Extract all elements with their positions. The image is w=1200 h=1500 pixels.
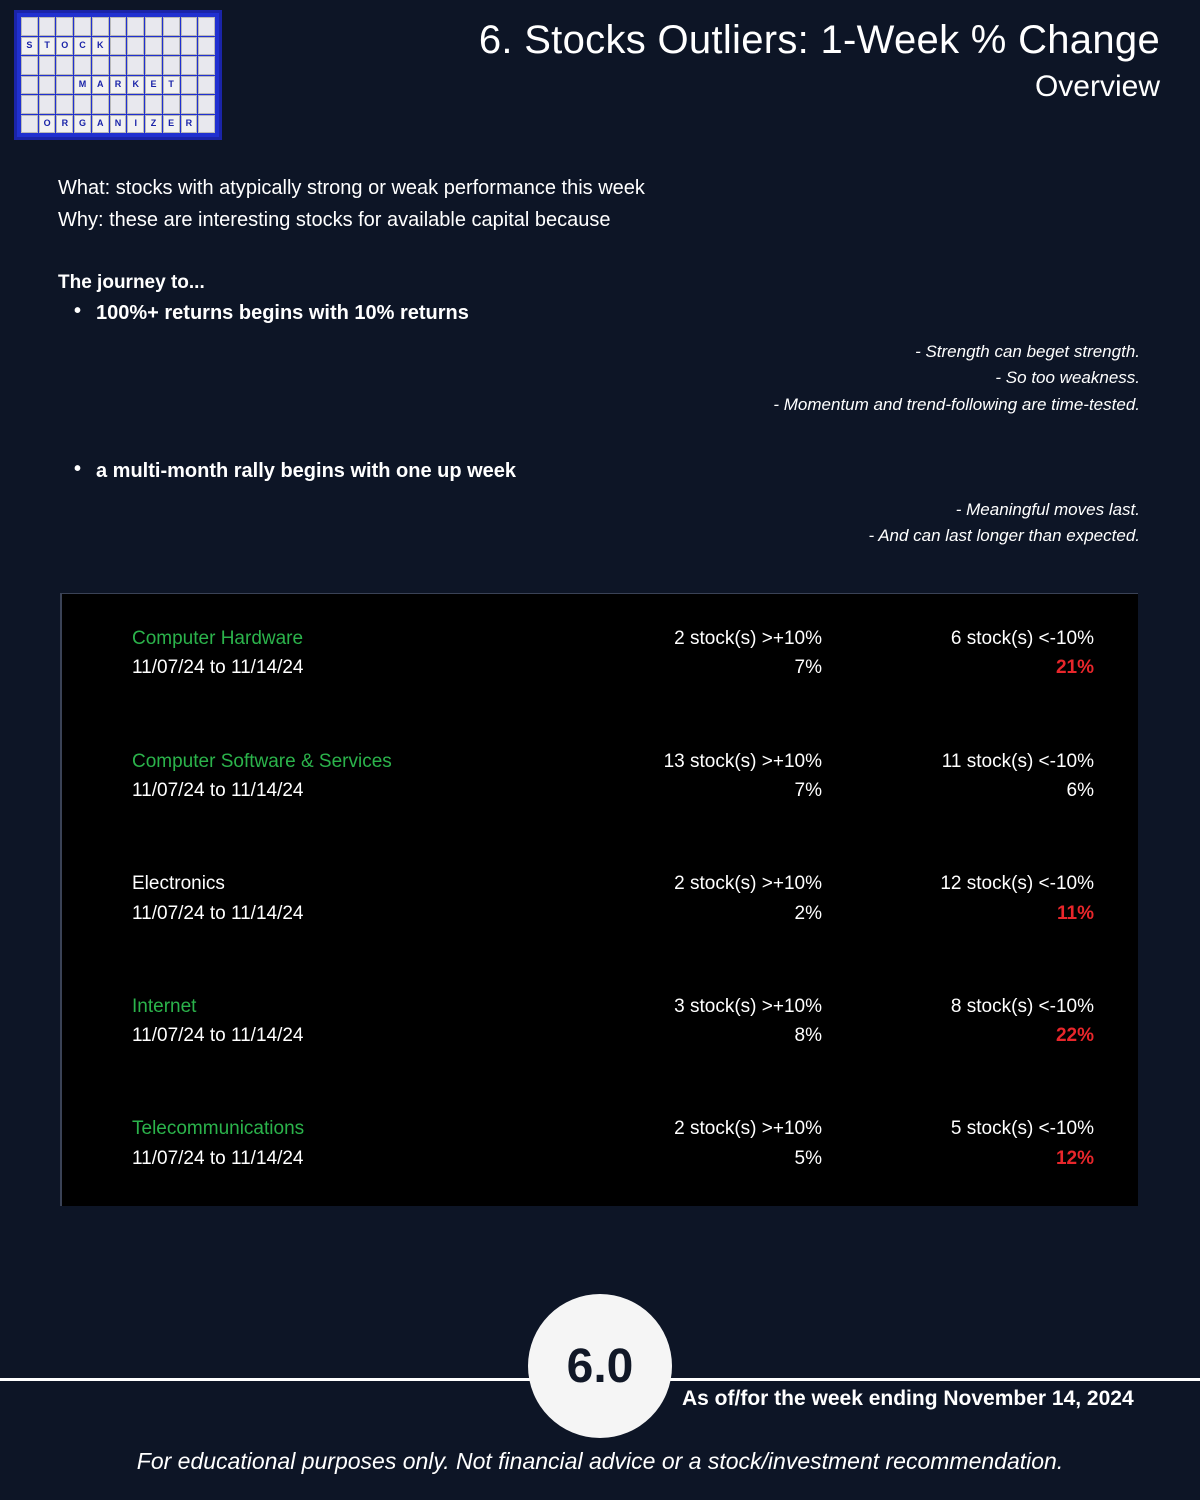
sector-name: Computer Software & Services [132, 750, 392, 772]
sector-name: Computer Hardware [132, 628, 304, 649]
journey-list [58, 302, 1148, 550]
sector-date-range: 11/07/24 to 11/14/24 [132, 780, 304, 802]
intro-what: What: stocks with atypically strong or weak performance this week [58, 177, 645, 199]
down-percent: 11% [1057, 902, 1094, 924]
sector-date-range: 11/07/24 to 11/14/24 [132, 1025, 304, 1047]
logo-crossword-grid: S T O C K M A R K E T O R G A N I Z E R [21, 17, 215, 133]
journey-item-2 [58, 460, 1148, 550]
down-count: 11 stock(s) <-10% [941, 750, 1094, 772]
table-row [62, 839, 1138, 962]
up-count: 13 stock(s) >+10% [663, 750, 822, 772]
table-row [62, 594, 1138, 717]
sector-name: Telecommunications [132, 1118, 305, 1140]
journey-bullet-2: • a multi-month rally begins with one up week [58, 460, 1148, 483]
disclaimer-text: For educational purposes only. Not financial advice or a stock/investment recommendation. [136, 1448, 1064, 1474]
page-subtitle: Overview [1034, 70, 1160, 103]
sector-date-range: 11/07/24 to 11/14/24 [132, 657, 304, 679]
journey-note: - So too weakness. [995, 368, 1140, 388]
up-count: 2 stock(s) >+10% [674, 873, 822, 895]
down-percent: 21% [1055, 657, 1094, 679]
up-percent: 2% [794, 902, 822, 924]
header [0, 0, 1200, 148]
journey-notes-2 [58, 497, 1148, 550]
journey-item-1 [58, 302, 1148, 418]
journey-note: - Meaningful moves last. [955, 500, 1140, 520]
table-row [62, 717, 1138, 840]
table-row [62, 1084, 1138, 1207]
journey-note: - Strength can beget strength. [915, 342, 1140, 361]
sector-date-range: 11/07/24 to 11/14/24 [132, 902, 304, 924]
up-percent: 8% [794, 1025, 822, 1047]
down-count: 12 stock(s) <-10% [940, 873, 1094, 895]
sector-summary-panel [60, 593, 1138, 1206]
sector-name: Internet [132, 995, 197, 1017]
intro-text [58, 172, 645, 237]
up-percent: 7% [794, 657, 822, 679]
up-count: 3 stock(s) >+10% [674, 995, 822, 1017]
journey-note: - And can last longer than expected. [868, 526, 1140, 546]
up-count: 2 stock(s) >+10% [674, 628, 822, 649]
section-badge: 6.0 [528, 1294, 672, 1438]
down-percent: 12% [1055, 1147, 1094, 1169]
down-percent: 6% [1066, 780, 1094, 802]
journey-note: - Momentum and trend-following are time-tested. [773, 394, 1140, 414]
up-count: 2 stock(s) >+10% [674, 1118, 822, 1140]
journey-heading: The journey to... [58, 272, 205, 293]
down-count: 6 stock(s) <-10% [950, 628, 1094, 649]
title-block [479, 18, 1160, 104]
as-of-text: As of/for the week ending November 14, 2024 [682, 1387, 1134, 1410]
sector-date-range: 11/07/24 to 11/14/24 [132, 1147, 304, 1169]
down-percent: 22% [1055, 1025, 1094, 1047]
intro-why: Why: these are interesting stocks for available capital because [58, 209, 611, 232]
journey-bullet-1: • 100%+ returns begins with 10% returns [58, 302, 1148, 325]
journey-notes-1 [58, 339, 1148, 418]
stock-market-organizer-logo [14, 10, 222, 140]
sector-name: Electronics [132, 873, 225, 895]
up-percent: 7% [794, 780, 822, 802]
table-row [62, 962, 1138, 1085]
down-count: 5 stock(s) <-10% [950, 1118, 1094, 1140]
up-percent: 5% [794, 1147, 822, 1169]
down-count: 8 stock(s) <-10% [950, 995, 1094, 1017]
page-title: 6. Stocks Outliers: 1-Week % Change [478, 18, 1160, 62]
